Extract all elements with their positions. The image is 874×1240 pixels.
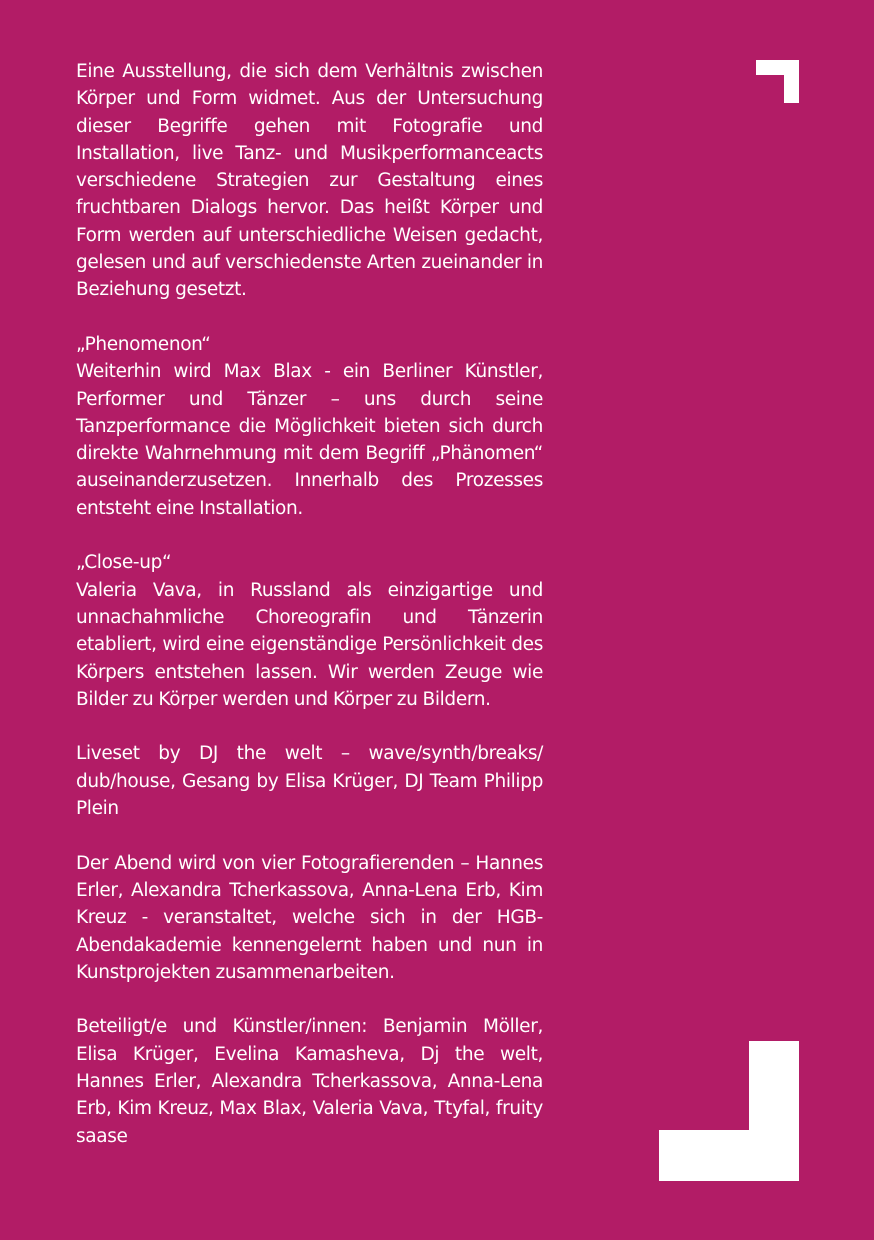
- text-column: [76, 58, 543, 1177]
- liveset-paragraph: Liveset by DJ the welt – wave/synth/breaks/ dub/house, Gesang by Elisa Krüger, DJ Team Philipp Plein: [76, 743, 543, 820]
- phenomenon-section: [76, 331, 543, 522]
- phenomenon-body: Weiterhin wird Max Blax - ein Berliner Künstler, Performer und Tänzer – uns durch seine Tanzperformance die Möglichkeit bieten sich durch direkte Wahrnehmung mit dem Begriff „Phänomen“ auseinanderzusetzen. Innerhalb des Prozesses entsteht eine Installation.: [76, 361, 543, 519]
- closeup-body: Valeria Vava, in Russland als einzigartige und unnachahmliche Choreografin und Tänzerin etabliert, wird eine eigenständige Persönlichkeit des Körpers entstehen lassen. Wir werden Zeuge wie Bilder zu Körper werden und Körper zu Bildern.: [76, 579, 543, 710]
- corner-bracket-top-icon: [756, 60, 799, 103]
- phenomenon-heading: „Phenomenon“: [76, 333, 211, 355]
- closeup-heading: „Close-up“: [76, 552, 172, 574]
- corner-bracket-bottom-icon: [659, 1041, 799, 1181]
- organizers-paragraph: Der Abend wird von vier Fotografierenden – Hannes Erler, Alexandra Tcherkassova, Anna-Lena Erb, Kim Kreuz - veranstaltet, welche sich in der HGB-Abendakademie kennengelernt haben und nun in Kunstprojekten zusammenarbeiten.: [76, 852, 543, 983]
- closeup-section: [76, 549, 543, 713]
- intro-paragraph: Eine Ausstellung, die sich dem Verhältnis zwischen Körper und Form widmet. Aus der Untersuchung dieser Begriffe gehen mit Fotografie und Installation, live Tanz- und Musikperformanceacts verschiedene Strategien zur Gestaltung eines fruchtbaren Dialogs hervor. Das heißt Körper und Form werden auf unterschiedliche Weisen gedacht, gelesen und auf verschiedenste Arten zueinander in Beziehung gesetzt.: [76, 61, 543, 301]
- participants-paragraph: Beteiligt/e und Künstler/innen: Benjamin Möller, Elisa Krüger, Evelina Kamasheva, Dj the welt, Hannes Erler, Alexandra Tcherkassova, Anna-Lena Erb, Kim Kreuz, Max Blax, Valeria Vava, Ttyfal, fruity saase: [76, 1016, 543, 1147]
